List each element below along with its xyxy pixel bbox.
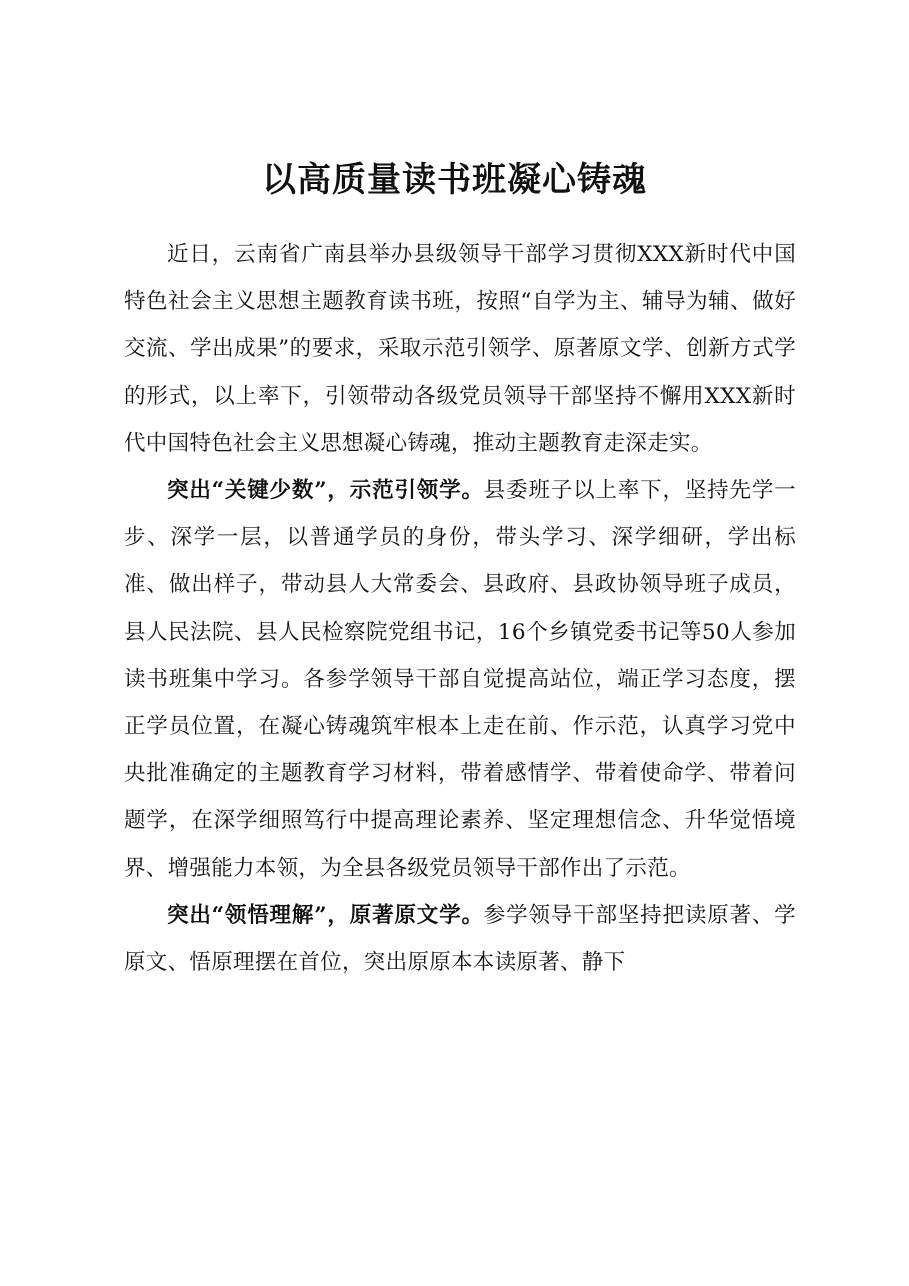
paragraph-text: 参学领导干部坚持把读原著、学原文、悟原理摆在首位，突出原原本本读原著、静下 [124, 902, 796, 976]
document-title: 以高质量读书班凝心铸魂 [262, 160, 647, 200]
paragraph-understanding [124, 892, 796, 986]
paragraph-text: 县委班子以上率下，坚持先学一步、深学一层，以普通学员的身份，带头学习、深学细研，学出标准、做出样子，带动县人大常委会、县政府、县政协领导班子成员，县人民法院、县人民检察院党组书记，16个乡镇党委书记等50人参加读书班集中学习。各参学领导干部自觉提高站位，端正学习态度，摆正学员位置，在凝心铸魂筑牢根本上走在前、作示范，认真学习党中央批准确定的主题教育学习材料，带着感情学、带着使命学、带着问题学，在深学细照笃行中提高理论素养、坚定理想信念、升华觉悟境界、增强能力本领，为全县各级党员领导干部作出了示范。 [124, 478, 796, 881]
document-body [124, 231, 796, 986]
paragraph-lead: 突出“领悟理解”，原著原文学。 [167, 902, 484, 928]
paragraph-text: 近日，云南省广南县举办县级领导干部学习贯彻XXX新时代中国特色社会主义思想主题教育读书班，按照“自学为主、辅导为辅、做好交流、学出成果”的要求，采取示范引领学、原著原文学、创新方式学的形式，以上率下，引领带动各级党员领导干部坚持不懈用XXX新时代中国特色社会主义思想凝心铸魂，推动主题教育走深走实。 [124, 242, 796, 456]
paragraph-lead: 突出“关键少数”，示范引领学。 [167, 478, 484, 504]
paragraph-intro [124, 231, 796, 467]
paragraph-key-minority [124, 467, 796, 892]
